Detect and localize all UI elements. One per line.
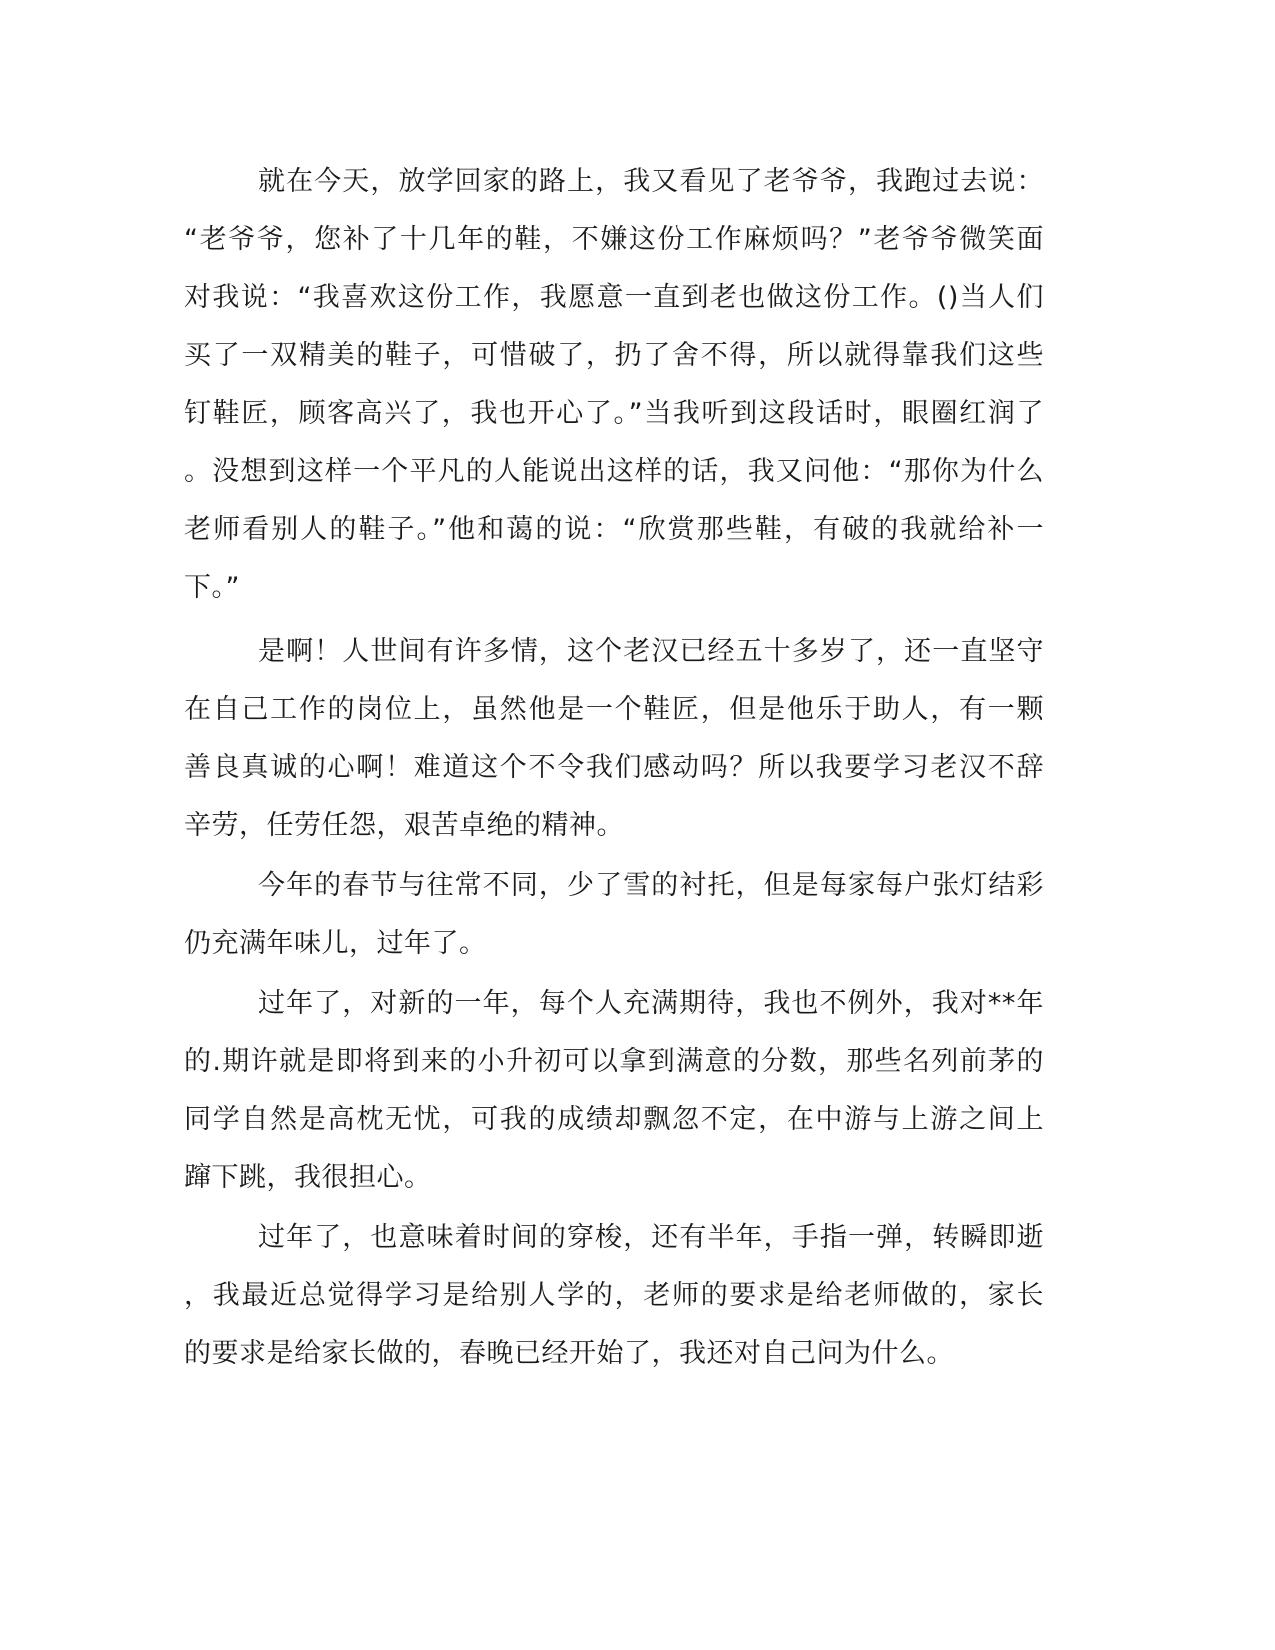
paragraph-1-line-5: 钉鞋匠，顾客高兴了，我也开心了。”当我听到这段话时，眼圈红润了 (184, 398, 1044, 429)
paragraph-1-line-4: 买了一双精美的鞋子，可惜破了，扔了舍不得，所以就得靠我们这些 (184, 340, 1044, 371)
paragraph-4-line-3: 同学自然是高枕无忧，可我的成绩却飘忽不定，在中游与上游之间上 (184, 1104, 1044, 1135)
paragraph-5-line-2: ，我最近总觉得学习是给别人学的，老师的要求是给老师做的，家长 (184, 1280, 1044, 1311)
paragraph-2-line-1: 是啊！人世间有许多情，这个老汉已经五十多岁了，还一直坚守 (258, 636, 1044, 667)
paragraph-1-line-2: “老爷爷，您补了十几年的鞋，不嫌这份工作麻烦吗？”老爷爷微笑面 (184, 224, 1044, 255)
paragraph-4-line-1: 过年了，对新的一年，每个人充满期待，我也不例外，我对**年 (258, 988, 1044, 1019)
paragraph-2-line-2: 在自己工作的岗位上，虽然他是一个鞋匠，但是他乐于助人，有一颗 (184, 694, 1044, 725)
paragraph-1-line-6: 。没想到这样一个平凡的人能说出这样的话，我又问他：“那你为什么 (184, 456, 1044, 487)
paragraph-3-line-2: 仍充满年味儿，过年了。 (184, 928, 487, 959)
paragraph-2-line-3: 善良真诚的心啊！难道这个不令我们感动吗？所以我要学习老汉不辞 (184, 752, 1044, 783)
paragraph-1-line-3: 对我说：“我喜欢这份工作，我愿意一直到老也做这份工作。()当人们 (184, 282, 1044, 313)
paragraph-1-line-8: 下。” (184, 572, 240, 603)
paragraph-2-line-4: 辛劳，任劳任怨，艰苦卓绝的精神。 (184, 810, 624, 841)
paragraph-5-line-1: 过年了，也意味着时间的穿梭，还有半年，手指一弹，转瞬即逝 (258, 1222, 1044, 1253)
paragraph-1-line-7: 老师看别人的鞋子。”他和蔼的说：“欣赏那些鞋，有破的我就给补一 (184, 514, 1044, 545)
paragraph-4-line-2: 的.期许就是即将到来的小升初可以拿到满意的分数，那些名列前茅的 (184, 1046, 1044, 1077)
paragraph-1-line-1: 就在今天，放学回家的路上，我又看见了老爷爷，我跑过去说： (258, 166, 1044, 197)
paragraph-4-line-4: 蹿下跳，我很担心。 (184, 1162, 432, 1193)
paragraph-3-line-1: 今年的春节与往常不同，少了雪的衬托，但是每家每户张灯结彩 (258, 870, 1044, 901)
paragraph-5-line-3: 的要求是给家长做的，春晚已经开始了，我还对自己问为什么。 (184, 1338, 954, 1369)
